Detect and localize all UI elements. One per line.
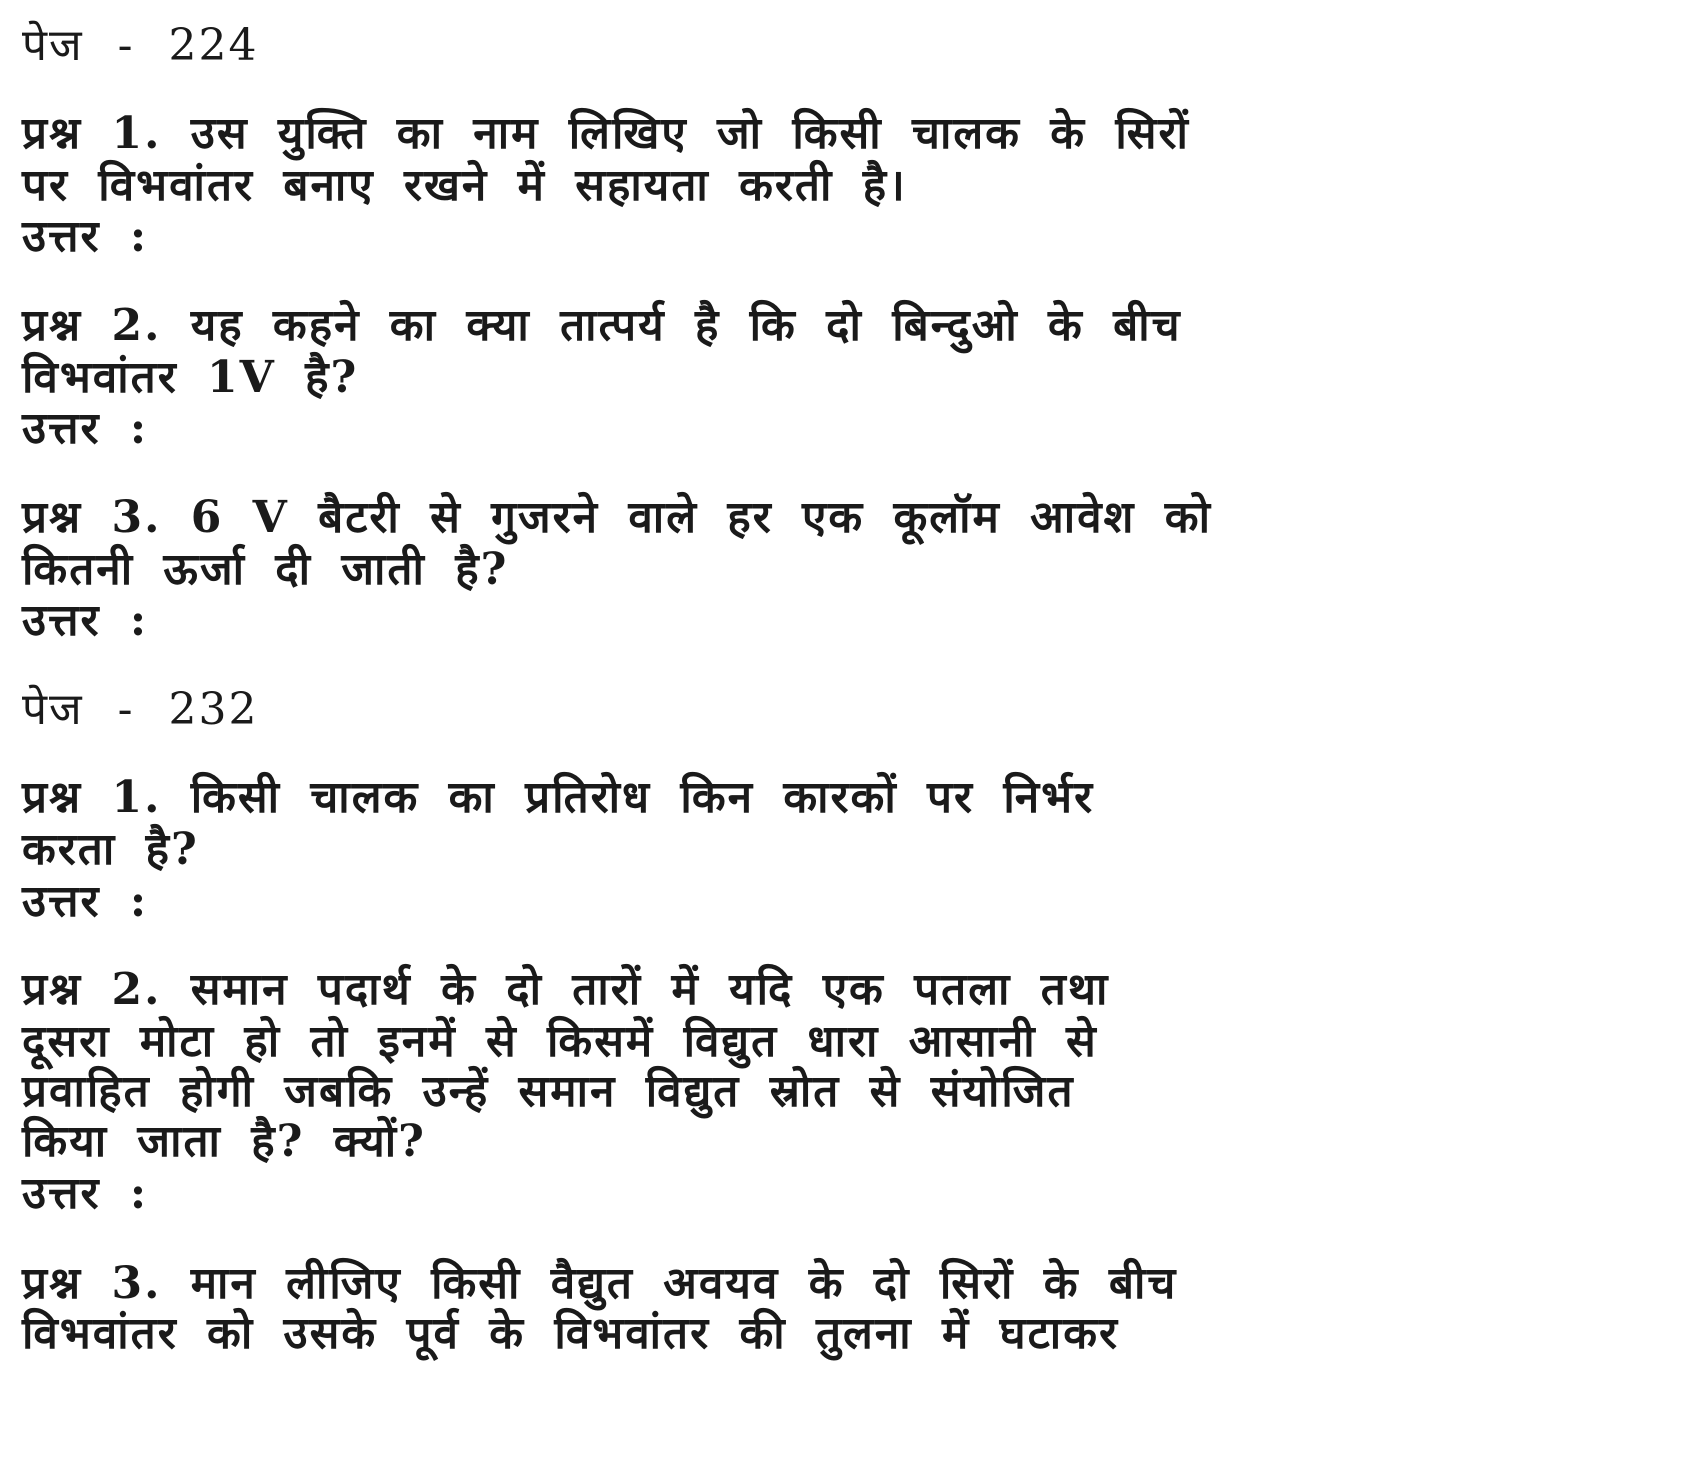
- question-line: विभवांतर को उसके पूर्व के विभवांतर की तुलना में घटाकर: [22, 1308, 1119, 1359]
- question-line: दूसरा मोटा हो तो इनमें से किसमें विद्युत धारा आसानी से: [22, 1016, 1098, 1067]
- question-line: प्रवाहित होगी जबकि उन्हें समान विद्युत स्रोत से संयोजित: [22, 1066, 1075, 1117]
- question-line: प्रश्न 2. समान पदार्थ के दो तारों में यदि एक पतला तथा: [22, 964, 1110, 1015]
- answer-label: उत्तर :: [22, 1168, 149, 1219]
- question-line: पर विभवांतर बनाए रखने में सहायता करती है।: [22, 160, 907, 211]
- answer-label: उत्तर :: [22, 211, 149, 262]
- question-line: प्रश्न 2. यह कहने का क्या तात्पर्य है कि दो बिन्दुओ के बीच: [22, 300, 1182, 351]
- question-line: किया जाता है? क्यों?: [22, 1116, 426, 1167]
- page-label: पेज - 224: [22, 20, 259, 71]
- page-label: पेज - 232: [22, 684, 259, 735]
- answer-label: उत्तर :: [22, 403, 149, 454]
- question-line: करता है?: [22, 824, 199, 875]
- question-line: प्रश्न 3. 6 V बैटरी से गुजरने वाले हर एक कूलॉम आवेश को: [22, 492, 1212, 543]
- question-line: विभवांतर 1V है?: [22, 352, 359, 403]
- question-line: प्रश्न 3. मान लीजिए किसी वैद्युत अवयव के दो सिरों के बीच: [22, 1258, 1178, 1309]
- question-line: प्रश्न 1. उस युक्ति का नाम लिखिए जो किसी चालक के सिरों: [22, 108, 1190, 159]
- answer-label: उत्तर :: [22, 595, 149, 646]
- question-line: कितनी ऊर्जा दी जाती है?: [22, 544, 509, 595]
- question-line: प्रश्न 1. किसी चालक का प्रतिरोध किन कारकों पर निर्भर: [22, 772, 1095, 823]
- answer-label: उत्तर :: [22, 876, 149, 927]
